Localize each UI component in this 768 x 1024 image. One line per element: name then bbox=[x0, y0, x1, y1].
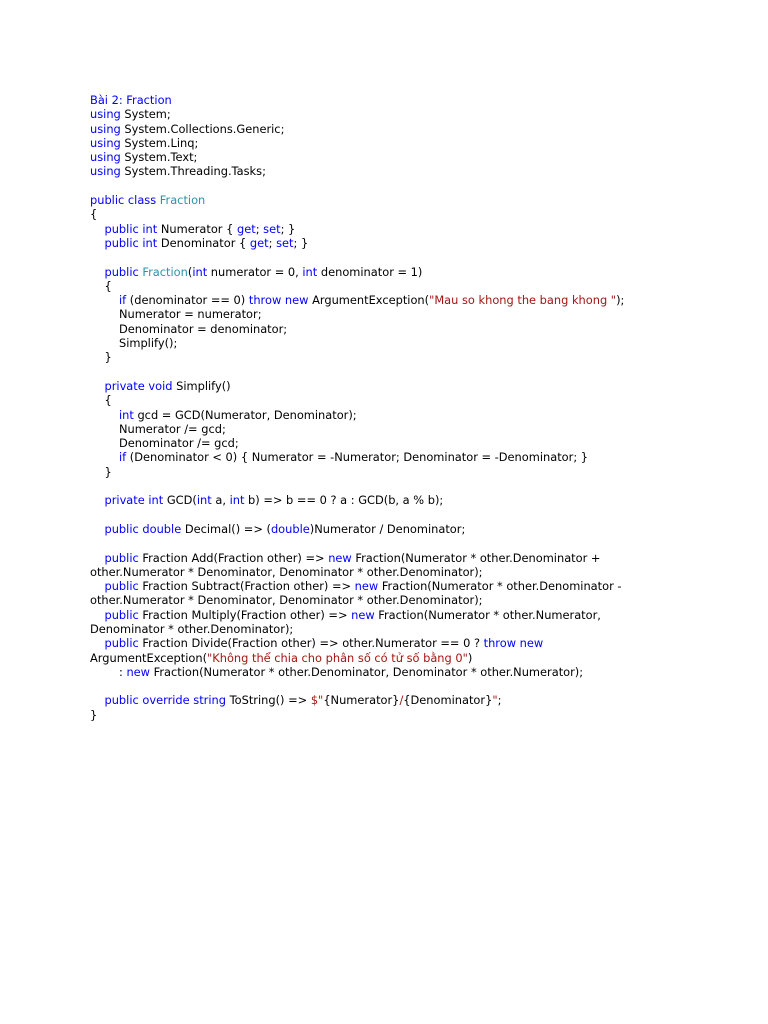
code-line bbox=[90, 393, 690, 407]
code-token: denominator = 1) bbox=[317, 264, 423, 279]
code-line bbox=[90, 693, 690, 707]
code-token bbox=[90, 579, 104, 593]
code-line bbox=[90, 708, 690, 722]
code-token: int bbox=[229, 493, 245, 508]
code-token: (denominator == 0) bbox=[126, 293, 249, 308]
code-token: ) bbox=[467, 650, 473, 665]
code-line bbox=[90, 293, 690, 307]
blank-line bbox=[90, 179, 690, 193]
code-token: Fraction Subtract(Fraction other) => bbox=[138, 579, 355, 594]
code-token: set bbox=[276, 235, 294, 250]
code-token bbox=[90, 636, 104, 650]
code-token: public class bbox=[90, 193, 160, 208]
code-token: { bbox=[90, 278, 112, 293]
code-token: int bbox=[196, 493, 212, 508]
code-token: {Denominator} bbox=[403, 693, 493, 708]
code-token: if bbox=[118, 450, 127, 465]
code-line bbox=[90, 107, 690, 121]
code-token: "Mau so khong the bang khong " bbox=[429, 293, 617, 308]
code-token: } bbox=[90, 350, 112, 365]
code-token: public override string bbox=[104, 693, 226, 708]
code-token: public bbox=[104, 579, 139, 594]
code-line bbox=[90, 608, 690, 622]
code-token: Fraction(Numerator * other.Numerator, bbox=[374, 607, 601, 622]
code-token: Fraction(Numerator * other.Denominator + bbox=[351, 550, 601, 565]
code-token: Denominator = denominator; bbox=[90, 321, 288, 336]
code-token: get bbox=[249, 235, 269, 250]
code-token: ArgumentException( bbox=[90, 650, 208, 665]
code-token: Fraction(Numerator * other.Denominator - bbox=[378, 579, 622, 594]
code-token bbox=[90, 265, 104, 279]
code-token: using bbox=[90, 107, 121, 122]
code-token bbox=[90, 522, 104, 536]
code-line bbox=[90, 622, 690, 636]
code-line bbox=[90, 593, 690, 607]
code-token bbox=[90, 222, 104, 236]
code-line bbox=[90, 493, 690, 507]
code-token: System.Linq; bbox=[120, 135, 199, 150]
code-token bbox=[90, 551, 104, 565]
code-line bbox=[90, 164, 690, 178]
code-token: ; bbox=[268, 235, 277, 250]
code-token: int bbox=[118, 407, 134, 422]
code-token: new bbox=[351, 607, 375, 622]
code-token: Bài 2: Fraction bbox=[90, 93, 172, 107]
code-token: Numerator { bbox=[157, 221, 237, 236]
code-token: int bbox=[302, 264, 318, 279]
code-token: { bbox=[90, 393, 112, 408]
code-token bbox=[90, 493, 104, 507]
code-token: double bbox=[270, 521, 310, 536]
code-line bbox=[90, 93, 690, 107]
code-line bbox=[90, 551, 690, 565]
code-token: System.Collections.Generic; bbox=[120, 121, 285, 136]
code-token: )Numerator / Denominator; bbox=[309, 521, 466, 536]
code-token: Denominator /= gcd; bbox=[90, 436, 239, 451]
code-line bbox=[90, 336, 690, 350]
code-token: Fraction Add(Fraction other) => bbox=[138, 550, 329, 565]
blank-line bbox=[90, 536, 690, 550]
code-token: Fraction bbox=[142, 264, 188, 279]
code-token: public bbox=[104, 264, 143, 279]
code-token: public double bbox=[104, 521, 182, 536]
code-token: : bbox=[90, 664, 127, 679]
blank-line bbox=[90, 365, 690, 379]
code-token bbox=[90, 408, 119, 422]
code-line bbox=[90, 636, 690, 650]
code-line bbox=[90, 379, 690, 393]
blank-line bbox=[90, 679, 690, 693]
code-token: using bbox=[90, 150, 121, 165]
code-token: private void bbox=[104, 378, 173, 393]
code-token: ; } bbox=[280, 221, 296, 236]
code-token: public int bbox=[104, 235, 158, 250]
code-line bbox=[90, 579, 690, 593]
code-token: } bbox=[90, 707, 98, 722]
code-token: new bbox=[126, 664, 150, 679]
code-token: other.Numerator * Denominator, Denominator * other.Denominator); bbox=[90, 564, 483, 579]
code-token: a, bbox=[211, 493, 230, 508]
code-token: Decimal() => ( bbox=[181, 521, 271, 536]
blank-line bbox=[90, 508, 690, 522]
code-token: Numerator /= gcd; bbox=[90, 421, 226, 436]
code-line bbox=[90, 236, 690, 250]
code-token: public bbox=[104, 550, 139, 565]
code-token: int bbox=[192, 264, 208, 279]
blank-line bbox=[90, 479, 690, 493]
code-token: ; bbox=[497, 693, 502, 708]
code-line bbox=[90, 207, 690, 221]
code-token: GCD( bbox=[163, 493, 197, 508]
code-token: new bbox=[328, 550, 352, 565]
code-token: ( bbox=[187, 264, 193, 279]
code-token: { bbox=[90, 207, 98, 222]
code-token: Fraction Multiply(Fraction other) => bbox=[138, 607, 352, 622]
code-token: "Không thể chia cho phân số có tử số bằng 0" bbox=[207, 650, 468, 665]
code-line bbox=[90, 522, 690, 536]
code-line bbox=[90, 465, 690, 479]
code-token: public int bbox=[104, 221, 158, 236]
code-token: Numerator = numerator; bbox=[90, 307, 262, 322]
code-token: {Numerator} bbox=[323, 693, 400, 708]
code-line bbox=[90, 350, 690, 364]
code-token: public bbox=[104, 636, 139, 651]
code-line bbox=[90, 222, 690, 236]
code-token: $" bbox=[310, 693, 324, 708]
code-line bbox=[90, 150, 690, 164]
code-line bbox=[90, 565, 690, 579]
code-token: System.Text; bbox=[120, 150, 198, 165]
code-token: public bbox=[104, 607, 139, 622]
code-token bbox=[90, 293, 119, 307]
code-line bbox=[90, 665, 690, 679]
code-token bbox=[90, 693, 104, 707]
code-token: / bbox=[399, 693, 404, 708]
code-token: ToString() => bbox=[225, 693, 311, 708]
code-token: (Denominator < 0) { Numerator = -Numerator; Denominator = -Denominator; } bbox=[126, 450, 589, 465]
code-token bbox=[90, 608, 104, 622]
code-token: Simplify() bbox=[172, 378, 231, 393]
code-token bbox=[90, 450, 119, 464]
code-token: ArgumentException( bbox=[308, 293, 430, 308]
code-token: ; bbox=[255, 221, 264, 236]
code-token: Denominator * other.Denominator); bbox=[90, 621, 294, 636]
code-token: Fraction Divide(Fraction other) => other.Numerator == 0 ? bbox=[138, 636, 484, 651]
code-token: gcd = GCD(Numerator, Denominator); bbox=[133, 407, 357, 422]
code-token: using bbox=[90, 164, 121, 179]
code-token: private int bbox=[104, 493, 164, 508]
code-token: ); bbox=[616, 293, 625, 308]
code-token: if bbox=[118, 293, 127, 308]
code-token: numerator = 0, bbox=[207, 264, 303, 279]
code-line bbox=[90, 450, 690, 464]
code-token: Denominator { bbox=[157, 235, 250, 250]
code-token: new bbox=[354, 579, 379, 594]
code-token: Simplify(); bbox=[90, 336, 178, 351]
code-token: using bbox=[90, 121, 121, 136]
code-line bbox=[90, 193, 690, 207]
code-document bbox=[90, 93, 690, 722]
code-token: } bbox=[90, 464, 112, 479]
code-token: System; bbox=[120, 107, 171, 122]
code-token: Fraction bbox=[159, 193, 206, 208]
code-line bbox=[90, 422, 690, 436]
code-line bbox=[90, 307, 690, 321]
code-token: Fraction(Numerator * other.Denominator, Denominator * other.Numerator); bbox=[149, 664, 584, 679]
code-token: other.Numerator * Denominator, Denominator * other.Denominator); bbox=[90, 593, 483, 608]
code-token: throw new bbox=[248, 293, 309, 308]
code-line bbox=[90, 322, 690, 336]
code-token bbox=[90, 236, 104, 250]
code-line bbox=[90, 408, 690, 422]
code-line bbox=[90, 279, 690, 293]
code-line bbox=[90, 122, 690, 136]
code-token: System.Threading.Tasks; bbox=[120, 164, 266, 179]
code-token: ; } bbox=[293, 235, 309, 250]
code-token: b) => b == 0 ? a : GCD(b, a % b); bbox=[244, 493, 444, 508]
code-line bbox=[90, 265, 690, 279]
code-token: throw new bbox=[483, 636, 544, 651]
code-token: get bbox=[236, 221, 256, 236]
code-token: using bbox=[90, 135, 121, 150]
code-token: " bbox=[492, 693, 498, 708]
blank-line bbox=[90, 250, 690, 264]
code-line bbox=[90, 651, 690, 665]
code-line bbox=[90, 436, 690, 450]
code-line bbox=[90, 136, 690, 150]
code-token: set bbox=[263, 221, 281, 236]
code-token bbox=[90, 379, 104, 393]
